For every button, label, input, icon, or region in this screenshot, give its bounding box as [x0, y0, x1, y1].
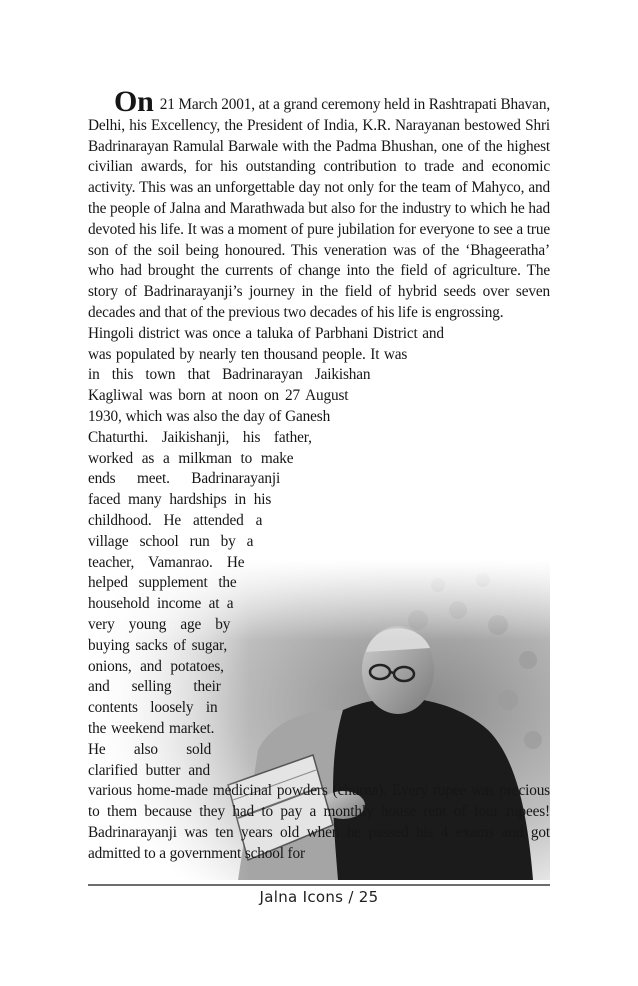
drop-cap: On [114, 85, 154, 118]
page-footer: Jalna Icons / 25 [259, 888, 379, 906]
paragraph-1-text: 21 March 2001, at a grand ceremony held in Rashtrapati Bhavan, Delhi, his Excellency, the President of India, K.R. Narayanan bestowed Shri Badrinarayan Ramulal Barwale with the Padma Bhushan, one of the highest civilian awards, for his outstanding contribution to trade and economic activity. This was an unforgettable day not only for the team of Mahyco, and the people of Jalna and Marathwada but also for the industry to which he had devoted his life. It was a moment of pure jubilation for everyone to see a true son of the soil being honoured. This veneration was of the ‘Bhageeratha’ who had brought the currents of change into the field of agriculture. The story of Badrinarayanji’s journey in the field of hybrid seeds over seven decades and that of the previous two decades of his life is engrossing. [88, 96, 550, 321]
footer-divider [88, 884, 550, 886]
article-text [88, 85, 550, 864]
paragraph-1 [88, 85, 550, 324]
paragraph-2-text: Hingoli district was once a taluka of Parbhani District and was populated by nearly ten thousand people. It was in this town that Badrinarayan Jaikishan Kagliwal was born at noon on 27 August 1930, which was also the day of Ganesh Chaturthi. Jaikishanji, his father, worked as a milkman to make ends meet. Badrinarayanji faced many hardships in his childhood. He attended a village school run by a teacher, Vamanrao. He helped supplement the household income at a very young age by buying sacks of sugar, onions, and potatoes, and selling their contents loosely in the weekend market. He also sold clarified butter and various home-made medicinal powders (churna). Every rupee was precious to them because they had to pay a monthly house rent of four rupees! Badrinarayanji was ten years old when he passed his 4 exams and got admitted to a government school for [88, 324, 550, 862]
photo-wrap-spacer [210, 568, 550, 768]
